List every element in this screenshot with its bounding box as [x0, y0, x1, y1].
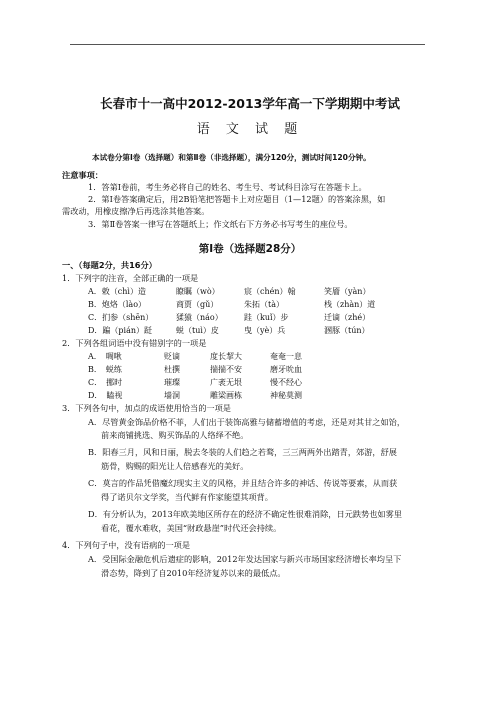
- q2-d-1: D． 瞌视: [88, 391, 123, 400]
- q3-b-line1: B．阳春三月，风和日丽，脱去冬装的人们趋之若鹜，三三两两外出踏青，郊游，舒展: [88, 447, 397, 457]
- q1-a-3: 宸（chén）翰: [244, 287, 296, 296]
- q1-c-1: C．扪参（shēn）: [88, 313, 154, 322]
- q2-a-3: 度长挈大: [210, 352, 242, 361]
- question-4-stem: 4．下列句子中，没有语病的一项是: [62, 540, 191, 550]
- question-3-stem: 3．下列各句中，加点的成语使用恰当的一项是: [62, 403, 231, 413]
- q2-c-4: 慢不经心: [270, 378, 302, 387]
- header-rule: [70, 44, 425, 45]
- q3-b-line2: 筋骨，购赐的阳光让人倍感春光的美好。: [101, 461, 249, 471]
- q2-a-4: 奄奄一息: [270, 352, 302, 361]
- q1-a-4: 笑靥（yàn）: [324, 287, 371, 296]
- q2-b-2: 杜撰: [164, 365, 180, 374]
- q3-a-line2: 前来商铺挑选、购买饰品的人络绎不绝。: [101, 430, 249, 440]
- q2-a-2: 贬谪: [164, 352, 180, 361]
- q1-c-4: 迁谪（zhé）: [324, 313, 371, 322]
- q1-b-2: 商贾（gǔ）: [176, 300, 219, 309]
- q3-c-line1: C．莫言的作品凭借魔幻现实主义的风格，并且结合许多的神话、传说等要素，从而获: [88, 478, 398, 488]
- note-2a: 2．第Ⅰ卷答案确定后，用2B铅笔把答题卡上对应题目（1—12题）的答案涂黑，如: [88, 194, 386, 204]
- q1-d-4: 溷豚（tún）: [324, 326, 370, 335]
- q2-b-1: B． 蜕练: [88, 365, 122, 374]
- q2-b-4: 磨牙吮血: [270, 365, 302, 374]
- q1-d-1: D．蹁（pián）跹: [88, 326, 153, 335]
- exam-instructions: 本试卷分第Ⅰ卷（选择题）和第Ⅱ卷（非选择题），满分120分，测试时间120分钟。: [92, 153, 371, 162]
- q4-a-line1: A．受国际金融危机后遗症的影响，2012年发达国家与新兴市场国家经济增长率均呈下: [88, 554, 402, 564]
- question-2-stem: 2．下列各组词语中没有错别字的一项是: [62, 338, 207, 348]
- q2-c-1: C． 挪时: [88, 378, 123, 387]
- q1-a-1: A．敕（chì）造: [88, 287, 146, 296]
- q1-b-4: 栈（zhàn）道: [324, 300, 376, 309]
- q4-a-line2: 滑态势，降到了自2010年经济复苏以来的最低点。: [101, 568, 286, 578]
- q1-d-2: 蜕（tuì）皮: [176, 326, 219, 335]
- q2-d-2: 墙洞: [164, 391, 180, 400]
- q3-a-line1: A．尽管黄金饰品价格不菲，人们出于装饰高雅与储蓄增值的考虑，还是对其甘之如饴，: [88, 417, 406, 427]
- q1-a-2: 瞭瞩（wò）: [176, 287, 220, 296]
- q1-b-1: B．炮烙（lào）: [88, 300, 147, 309]
- q2-d-4: 神秘莫测: [270, 391, 302, 400]
- q1-c-2: 猱猿（náo）: [176, 313, 223, 322]
- part-heading: 一、（每题2分，共16分）: [62, 260, 157, 270]
- q2-d-3: 雕梁画栋: [210, 391, 242, 400]
- q1-b-3: 朱拓（tà）: [244, 300, 284, 309]
- note-1: 1．答第Ⅰ卷前，考生务必将自己的姓名、考生号、考试科目涂写在答题卡上。: [88, 182, 367, 192]
- section-title: 第Ⅰ卷（选择题28分）: [198, 243, 302, 255]
- note-3: 3．第Ⅱ卷答案一律写在答题纸上；作文纸右下方务必书写考生的座位号。: [88, 219, 353, 229]
- exam-title: 长春市十一高中2012-2013学年高一下学期期中考试: [100, 96, 400, 111]
- q1-d-3: 曳（yè）兵: [244, 326, 286, 335]
- subject-title: 语 文 试 题: [196, 122, 304, 137]
- notes-heading: 注意事项：: [62, 170, 103, 180]
- q2-c-3: 广袤无垠: [210, 378, 242, 387]
- q3-d-line1: D．有分析认为，2013年欧美地区所存在的经济不确定性很难消除，日元跌势也如雾里: [88, 509, 402, 519]
- q3-d-line2: 看花，覆水难收，美国“财政悬崖”时代还会持续。: [101, 523, 282, 533]
- note-2b: 需改动，用橡皮擦净后再选涂其他答案。: [62, 206, 210, 216]
- q2-c-2: 璀璨: [164, 378, 180, 387]
- q2-a-1: A． 啁啾: [88, 352, 122, 361]
- q2-b-3: 揣揣不安: [210, 365, 242, 374]
- q3-c-line2: 得了诺贝尔文学奖，当代鲜有作家能望其项背。: [101, 492, 273, 502]
- question-1-stem: 1．下列字的注音，全部正确的一项是: [62, 273, 199, 283]
- q1-c-3: 跬（kuǐ）步: [244, 313, 289, 322]
